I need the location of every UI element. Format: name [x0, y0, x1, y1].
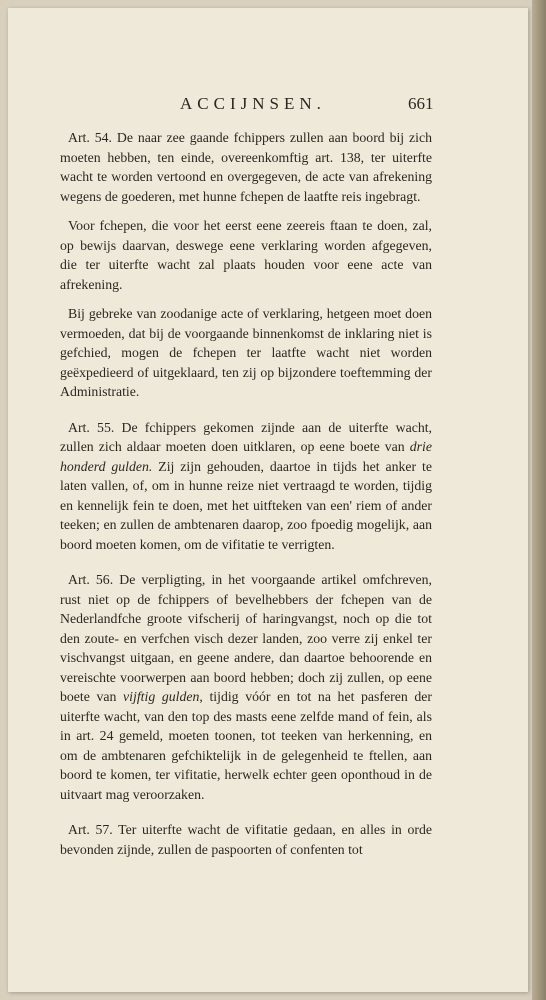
book-spine-edge — [532, 0, 546, 1000]
paragraph-text: Voor fchepen, die voor het eerst eene zeereis ftaan te doen, zal, op bewijs daarvan, deswege eene verklaring worden afgegeven, die ter uiterfte wacht zal plaats houden voor eene acte van afrekening. — [60, 218, 432, 292]
book-page — [8, 8, 528, 992]
paragraph-new-ships — [60, 216, 432, 294]
paragraph-text: Zij zijn gehouden, daartoe in tijds het anker te laten vallen, of, om in hunne reize niet vertraagd te worden, tijdig en kennelijk fein te doen, met het uitfteken van een' riem of ander teeken; en zullen de ambtenaren daarop, zoo fpoedig mogelijk, aan boord moeten komen, om de vifitatie te verrigten. — [60, 458, 432, 552]
fine-amount-italic: vijftig gulden — [123, 689, 200, 704]
paragraph-text: Bij gebreke van zoodanige acte of verklaring, hetgeen moet doen vermoeden, dat bij de voorgaande binnenkomst de inklaring niet is gefchied, mogen de fchepen ter laatfte wacht niet worden geëxpedieerd of uitgeklaard, ten zij op bijzondere toeftemming der Administratie. — [60, 306, 432, 399]
paragraph-art-57 — [60, 820, 432, 859]
fine-amount-italic: drie honderd gulden. — [60, 439, 432, 474]
paragraph-text: Art. 54. De naar zee gaande fchippers zullen aan boord bij zich moeten hebben, ten einde, overeenkomftig art. 138, ter uiterfte wacht te worden vertoond en overgegeven, de acte van afrekening wegens de goederen, met hunne fchepen de laatfte reis ingebragt. — [60, 130, 432, 204]
paragraph-art-55 — [60, 418, 432, 555]
paragraph-text: Art. 57. Ter uiterfte wacht de vifitatie gedaan, en alles in orde bevonden zijnde, zullen de paspoorten of confenten tot — [60, 822, 432, 857]
body-text — [60, 128, 432, 869]
paragraph-text: , tijdig vóór en tot na het pasferen der uiterfte wacht, van den top des masts eene zelfde mand of fein, als in art. 24 gemeld, moeten toonen, tot teeken van herkenning, en om de ambtenaren gefchiktelijk in de gelegenheid te ftellen, aan boord te komen, ter vifitatie, herwelk echter geen oponthoud in de uitvaart mag veroorzaken. — [60, 689, 432, 802]
paragraph-art-56 — [60, 570, 432, 804]
paragraph-text: Art. 56. De verpligting, in het voorgaande artikel omfchreven, rust niet op de fchippers of bevelhebbers der fchepen van de Nederlandfche groote vifscherij of haringvangst, noch op die tot den zoute- en verfchen visch dezer landen, zoo verre zij enkel ter vischvangst uitgaan, en geene andere, dan daartoe behoorende en vereischte voorwerpen aan boord hebben; doch zij zullen, op eene boete van — [60, 572, 432, 704]
running-title: ACCIJNSEN. — [180, 94, 326, 113]
page-header — [8, 94, 528, 120]
paragraph-art-54 — [60, 128, 432, 206]
paragraph-text: Art. 55. De fchippers gekomen zijnde aan de uiterfte wacht, zullen zich aldaar moeten doen uitklaren, op eene boete van — [60, 419, 432, 454]
page-number: 661 — [408, 94, 434, 113]
paragraph-lack-of-act — [60, 304, 432, 402]
